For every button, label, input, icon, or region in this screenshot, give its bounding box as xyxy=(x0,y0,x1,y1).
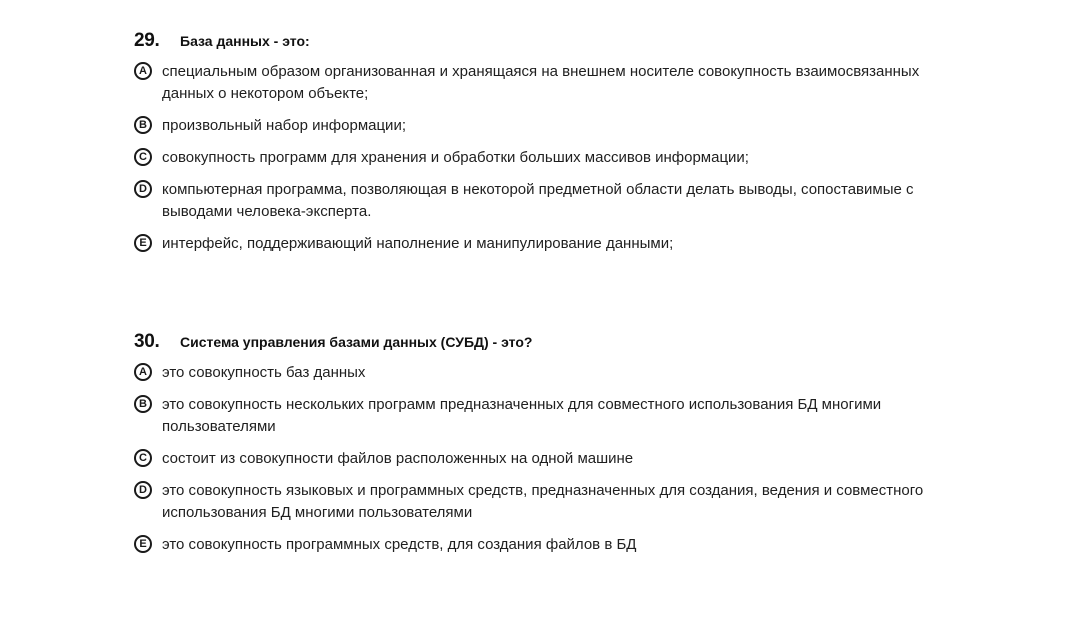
question-text: Система управления базами данных (СУБД) - это? xyxy=(180,334,533,350)
answer-option-b[interactable] xyxy=(134,115,1014,137)
question-text: База данных - это: xyxy=(180,33,310,49)
question-number: 30. xyxy=(134,331,160,352)
answer-options xyxy=(134,61,1014,255)
option-letter-badge[interactable]: D xyxy=(134,481,152,499)
option-text: совокупность программ для хранения и обработки больших массивов информации; xyxy=(162,149,749,166)
option-letter-badge[interactable]: C xyxy=(134,148,152,166)
answer-option-c[interactable] xyxy=(134,448,1014,470)
answer-option-e[interactable] xyxy=(134,534,1014,556)
option-text: это совокупность языковых и программных средств, предназначенных для создания, ведения и совместного использования БД многими пользователями xyxy=(162,482,924,521)
option-letter-badge[interactable]: B xyxy=(134,116,152,134)
option-letter-badge[interactable]: E xyxy=(134,234,152,252)
option-text: это совокупность нескольких программ предназначенных для совместного использования БД многими пользователями xyxy=(162,396,882,435)
answer-option-c[interactable] xyxy=(134,147,1014,169)
option-text: это совокупность баз данных xyxy=(162,364,366,381)
option-text: интерфейс, поддерживающий наполнение и манипулирование данными; xyxy=(162,235,674,252)
answer-option-d[interactable] xyxy=(134,179,1014,223)
option-letter-badge[interactable]: A xyxy=(134,62,152,80)
option-letter-badge[interactable]: B xyxy=(134,395,152,413)
option-letter-badge[interactable]: E xyxy=(134,535,152,553)
answer-options xyxy=(134,362,1014,556)
option-letter-badge[interactable]: A xyxy=(134,363,152,381)
question-header xyxy=(134,30,1014,54)
answer-option-b[interactable] xyxy=(134,394,1014,438)
option-text: специальным образом организованная и хранящаяся на внешнем носителе совокупность взаимосвязанных данных о некотором объекте; xyxy=(162,63,920,102)
option-letter-badge[interactable]: C xyxy=(134,449,152,467)
answer-option-a[interactable] xyxy=(134,362,1014,384)
option-text: компьютерная программа, позволяющая в некоторой предметной области делать выводы, сопоставимые с выводами человека-эксперта. xyxy=(162,181,914,220)
question-header xyxy=(134,331,1014,355)
question-30 xyxy=(134,331,1014,566)
answer-option-a[interactable] xyxy=(134,61,1014,105)
question-number: 29. xyxy=(134,30,160,51)
answer-option-e[interactable] xyxy=(134,233,1014,255)
option-text: произвольный набор информации; xyxy=(162,117,406,134)
option-letter-badge[interactable]: D xyxy=(134,180,152,198)
option-text: это совокупность программных средств, для создания файлов в БД xyxy=(162,536,637,553)
question-29 xyxy=(134,30,1014,265)
option-text: состоит из совокупности файлов расположенных на одной машине xyxy=(162,450,634,467)
answer-option-d[interactable] xyxy=(134,480,1014,524)
